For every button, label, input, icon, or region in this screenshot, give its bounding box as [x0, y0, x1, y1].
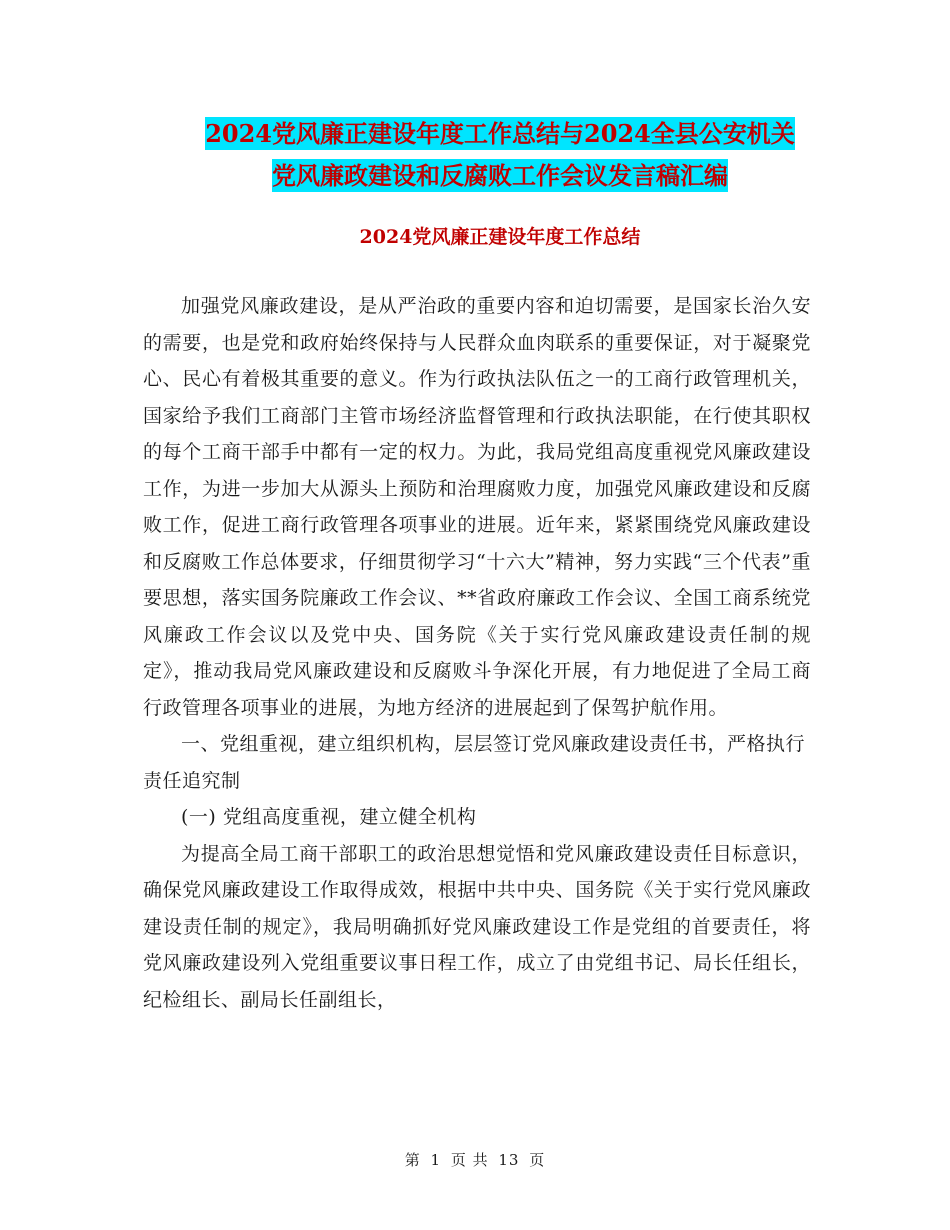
- footer-page-number: 1: [430, 1151, 442, 1169]
- body-paragraph: 加强党风廉政建设，是从严治政的重要内容和迫切需要，是国家长治久安的需要，也是党和政府始终保持与人民群众血肉联系的重要保证，对于凝聚党心、民心有着极其重要的意义。作为行政执法队伍之一的工商行政管理机关，国家给予我们工商部门主管市场经济监督管理和行政执法职能，在行使其职权的每个工商干部手中都有一定的权力。为此，我局党组高度重视党风廉政建设工作，为进一步加大从源头上预防和治理腐败力度，加强党风廉政建设和反腐败工作，促进工商行政管理各项事业的进展。近年来，紧紧围绕党风廉政建设和反腐败工作总体要求，仔细贯彻学习“十六大”精神，努力实践“三个代表”重要思想，落实国务院廉政工作会议、**省政府廉政工作会议、全国工商系统党风廉政工作会议以及党中央、国务院《关于实行党风廉政建设责任制的规定》，推动我局党风廉政建设和反腐败斗争深化开展，有力地促进了全局工商行政管理各项事业的进展，为地方经济的进展起到了保驾护航作用。: [143, 295, 811, 719]
- page-footer: [0, 1150, 950, 1170]
- subsection-heading-1: (一) 党组高度重视，建立健全机构: [181, 806, 477, 828]
- document-title-line-1: 2024党风廉正建设年度工作总结与2024全县公安机关: [205, 119, 795, 148]
- footer-middle: 页 共: [450, 1151, 489, 1169]
- document-title: [120, 113, 880, 197]
- section-title: 2024党风廉正建设年度工作总结: [359, 226, 641, 248]
- footer-suffix: 页: [529, 1151, 546, 1169]
- footer-prefix: 第: [404, 1151, 421, 1169]
- document-body: [143, 288, 811, 1018]
- section-heading-1: 一、党组重视，建立组织机构，层层签订党风廉政建设责任书，严格执行责任追究制: [143, 733, 806, 792]
- footer-total-pages: 13: [498, 1151, 520, 1169]
- body-paragraph: 为提高全局工商干部职工的政治思想觉悟和党风廉政建设责任目标意识，确保党风廉政建设工作取得成效，根据中共中央、国务院《关于实行党风廉政建设责任制的规定》，我局明确抓好党风廉政建设工作是党组的首要责任，将党风廉政建设列入党组重要议事日程工作，成立了由党组书记、局长任组长，纪检组长、副局长任副组长，: [143, 842, 811, 1011]
- document-title-line-2: 党风廉政建设和反腐败工作会议发言稿汇编: [272, 161, 728, 190]
